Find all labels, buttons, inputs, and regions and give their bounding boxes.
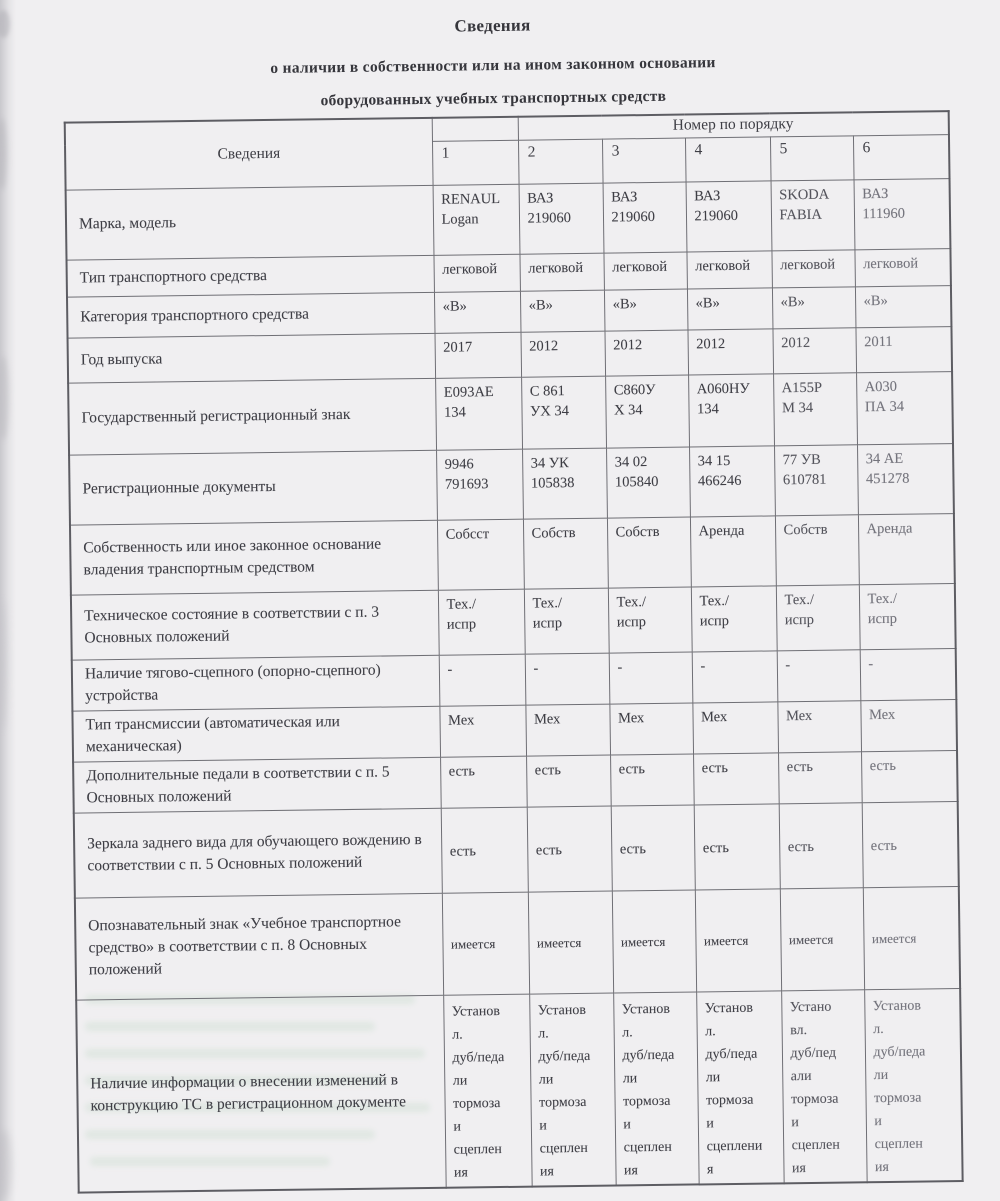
value-cell: Мех xyxy=(439,705,526,757)
value-cell: С860У Х 34 xyxy=(605,375,689,448)
value-cell: есть xyxy=(611,804,695,890)
value-cell: имеется xyxy=(780,887,864,990)
row-label: Тип транспортного средства xyxy=(67,255,434,297)
value-cell: - xyxy=(777,649,861,701)
value-cell: имеется xyxy=(863,886,960,989)
value-cell: есть xyxy=(441,807,528,893)
table-row xyxy=(71,583,956,660)
order-number-header: Номер по порядку xyxy=(518,111,949,140)
table-row xyxy=(75,886,960,1000)
value-cell: 34 УК 105838 xyxy=(522,448,607,519)
value-cell: А155Р М 34 xyxy=(773,372,857,445)
value-cell: Тех./ испр xyxy=(859,583,956,649)
value-cell: 2011 xyxy=(855,326,952,372)
value-cell: есть xyxy=(779,802,863,888)
row-label: Собственность или иное законное основание владения транспортным средством xyxy=(70,520,438,595)
value-cell: 77 УВ 610781 xyxy=(774,444,858,515)
value-cell: «В» xyxy=(520,290,605,332)
value-cell: есть xyxy=(861,750,958,802)
value-cell: есть xyxy=(527,806,612,892)
value-cell: «В» xyxy=(772,286,856,328)
column-number: 1 xyxy=(432,140,519,185)
value-cell: есть xyxy=(526,755,611,807)
value-cell: легковой xyxy=(854,248,951,286)
value-cell: Аренда xyxy=(858,513,955,584)
column-number: 2 xyxy=(518,139,603,184)
value-cell: - xyxy=(439,654,526,706)
value-cell: Тех./ испр xyxy=(524,588,609,654)
value-cell: Тех./ испр xyxy=(608,587,692,653)
value-cell: Установ л. дуб/педа ли тормоза и сцеплени я xyxy=(696,990,784,1184)
table-row xyxy=(69,443,954,525)
value-cell: 2012 xyxy=(687,328,773,374)
value-cell: Тех./ испр xyxy=(438,589,525,655)
value-cell: 2012 xyxy=(520,331,605,377)
value-cell: - xyxy=(692,650,778,702)
table-row xyxy=(68,371,953,455)
value-cell: Установ л. дуб/педа ли тормоза и сцеплен ия xyxy=(443,994,532,1188)
table-row xyxy=(66,178,951,260)
value-cell: 2012 xyxy=(604,330,688,376)
value-cell: С 861 УХ 34 xyxy=(521,376,606,449)
row-label: Дополнительные педали в соответствии с п. 5 Основных положений xyxy=(73,757,441,813)
value-cell: ВАЗ 219060 xyxy=(686,180,772,251)
value-cell: - xyxy=(860,648,957,700)
value-cell: Мех xyxy=(609,702,693,754)
value-cell: имеется xyxy=(695,888,781,991)
value-cell: легковой xyxy=(686,250,771,288)
value-cell: есть xyxy=(862,801,959,887)
page-subtitle-1: о наличии в собственности или на ином законном основании xyxy=(270,54,716,77)
value-cell: 34 15 466246 xyxy=(689,445,775,516)
column-number: 4 xyxy=(685,136,771,181)
value-cell: имеется xyxy=(528,891,613,994)
training-vehicles-table xyxy=(64,110,964,1193)
page-title: Сведения xyxy=(454,15,531,36)
value-cell: Мех xyxy=(692,701,778,753)
row-label: Наличие информации о внесении изменений в конструкцию ТС в регистрационном документе xyxy=(76,995,445,1192)
value-cell: RENAUL Logan xyxy=(433,184,520,255)
empty-header-cell xyxy=(432,117,518,141)
row-label: Зеркала заднего вида для обучающего вождению в соответствии с п. 5 Основных положений xyxy=(74,808,442,898)
value-cell: «В» xyxy=(604,289,688,331)
row-label: Государственный регистрационный знак xyxy=(68,378,436,455)
row-label: Год выпуска xyxy=(68,333,436,383)
value-cell: Мех xyxy=(777,700,861,752)
value-cell: - xyxy=(609,651,693,703)
row-label: Опознавательный знак «Учебное транспортное средство» в соответствии с п. 8 Основных положений xyxy=(75,893,443,1000)
page-subtitle-2: оборудованных учебных транспортных средств xyxy=(320,87,667,110)
value-cell: «В» xyxy=(687,287,773,329)
value-cell: Установ л. дуб/педа ли тормоза и сцеплен ия xyxy=(613,991,699,1185)
table-row xyxy=(76,988,962,1192)
value-cell: Собств xyxy=(607,517,691,588)
column-number: 6 xyxy=(853,134,950,179)
value-cell: - xyxy=(525,653,610,705)
value-cell: Собств xyxy=(775,514,859,585)
table-row xyxy=(70,513,955,595)
value-cell: имеется xyxy=(612,889,696,992)
value-cell: легковой xyxy=(519,253,603,291)
value-cell: 2012 xyxy=(772,327,856,373)
value-cell: Мех xyxy=(525,704,610,756)
value-cell: А030 ПА 34 xyxy=(856,371,953,444)
row-label: Наличие тягово-сцепного (опорно-сцепного) устройства xyxy=(72,655,440,711)
value-cell: Тех./ испр xyxy=(776,584,860,650)
value-cell: ВАЗ 111960 xyxy=(854,178,951,249)
value-cell: Е093АЕ 134 xyxy=(435,377,522,450)
row-label: Регистрационные документы xyxy=(69,450,437,525)
value-cell: Собств xyxy=(523,518,608,589)
value-cell: 9946 791693 xyxy=(436,449,523,520)
table-row xyxy=(74,801,959,898)
value-cell: Установ л. дуб/педа ли тормоза и сцеплен ия xyxy=(529,993,616,1187)
value-cell: 2017 xyxy=(434,332,521,378)
value-cell: Устано вл. дуб/пед али тормоза и сцеплен ия xyxy=(781,989,867,1183)
value-cell: Установ л. дуб/педа ли тормоза и сцеплен ия xyxy=(864,988,963,1182)
value-cell: имеется xyxy=(442,892,529,995)
value-cell: легковой xyxy=(603,252,686,290)
value-cell: легковой xyxy=(771,249,854,287)
row-label: Марка, модель xyxy=(66,185,434,260)
value-cell: 34 02 105840 xyxy=(606,447,690,518)
value-cell: SKODA FABIA xyxy=(771,179,855,250)
value-cell: «В» xyxy=(434,291,521,333)
value-cell: есть xyxy=(440,756,527,808)
row-label: Тип трансмиссии (автоматическая или механическая) xyxy=(72,706,440,762)
value-cell: Собсст xyxy=(437,519,524,590)
value-cell: легковой xyxy=(433,254,519,292)
value-cell: ВАЗ 219060 xyxy=(519,183,604,254)
value-cell: А060НУ 134 xyxy=(688,373,774,446)
row-label: Техническое состояние в соответствии с п. 3 Основных положений xyxy=(71,590,439,660)
value-cell: Мех xyxy=(860,699,957,751)
column-number: 3 xyxy=(602,138,686,183)
value-cell: Тех./ испр xyxy=(691,585,777,651)
value-cell: есть xyxy=(778,751,862,803)
row-label: Категория транспортного средства xyxy=(67,292,435,338)
info-column-header: Сведения xyxy=(65,118,433,190)
value-cell: есть xyxy=(693,752,779,804)
value-cell: есть xyxy=(694,803,780,889)
value-cell: Аренда xyxy=(690,515,776,586)
value-cell: «В» xyxy=(855,285,952,327)
value-cell: ВАЗ 219060 xyxy=(603,182,687,253)
value-cell: есть xyxy=(610,753,694,805)
value-cell: 34 АЕ 451278 xyxy=(857,443,954,514)
column-number: 5 xyxy=(770,135,854,180)
